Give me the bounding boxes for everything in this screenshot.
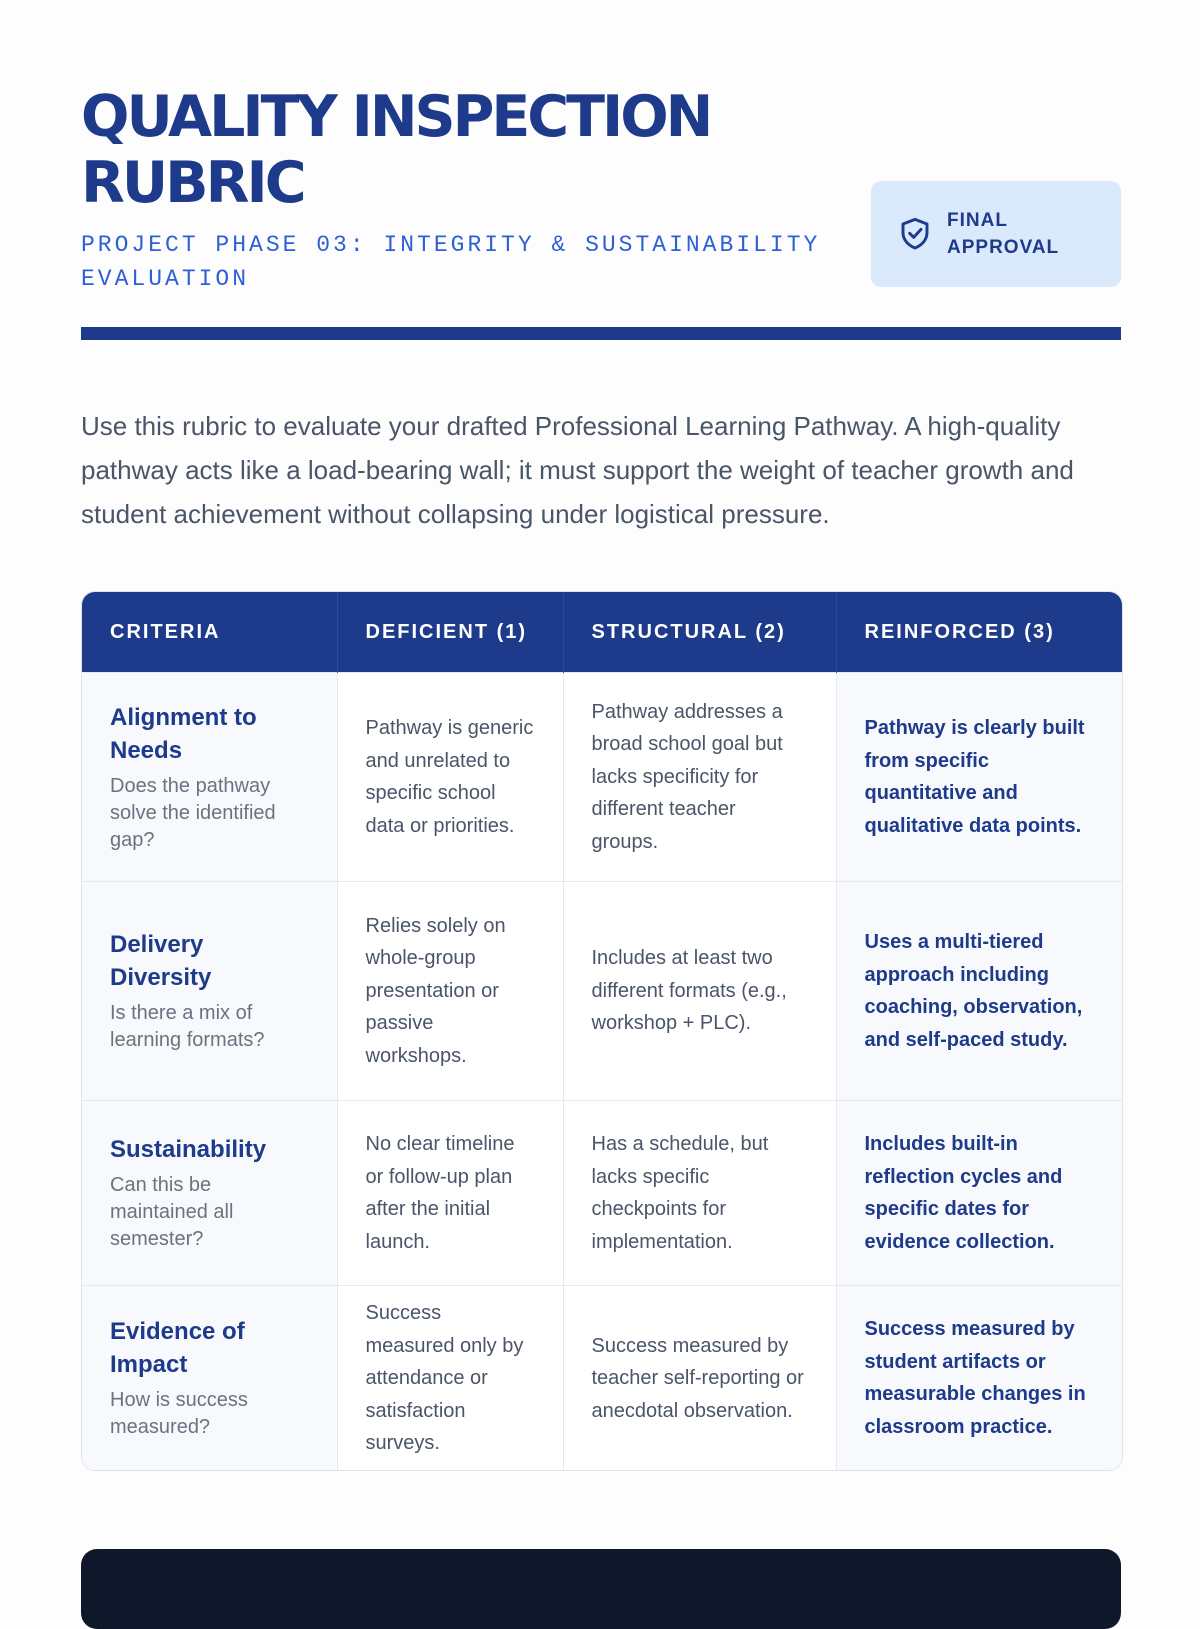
column-header-structural: STRUCTURAL (2) [563, 592, 836, 673]
reinforced-cell: Includes built-in reflection cycles and specific dates for evidence collection. [836, 1101, 1122, 1286]
column-header-criteria: CRITERIA [82, 592, 337, 673]
table-row [82, 1101, 1122, 1286]
criterion-cell [82, 1101, 337, 1286]
criterion-name: Sustainability [110, 1136, 267, 1163]
criterion-cell [82, 882, 337, 1101]
table-row [82, 673, 1122, 882]
deficient-cell: Pathway is generic and unrelated to specific school data or priorities. [337, 673, 563, 882]
criterion-name: Evidence of Impact [110, 1318, 245, 1379]
criterion-cell [82, 1286, 337, 1471]
reinforced-cell: Uses a multi-tiered approach including coaching, observation, and self-paced study. [836, 882, 1122, 1101]
structural-cell: Includes at least two different formats (e.g., workshop + PLC). [563, 882, 836, 1101]
table-row [82, 1286, 1122, 1471]
criterion-question: Is there a mix of learning formats? [110, 1002, 265, 1051]
structural-cell: Success measured by teacher self-reporting or anecdotal observation. [563, 1286, 836, 1471]
column-header-deficient: DEFICIENT (1) [337, 592, 563, 673]
reinforced-cell: Success measured by student artifacts or measurable changes in classroom practice. [836, 1286, 1122, 1471]
deficient-cell: Success measured only by attendance or satisfaction surveys. [337, 1286, 563, 1471]
deficient-cell: Relies solely on whole-group presentation or passive workshops. [337, 882, 563, 1101]
deficient-cell: No clear timeline or follow-up plan after the initial launch. [337, 1101, 563, 1286]
reinforced-cell: Pathway is clearly built from specific quantitative and qualitative data points. [836, 673, 1122, 882]
shield-check-icon [899, 216, 931, 252]
badge-label: FINAL APPROVAL [947, 210, 1060, 258]
header-divider [81, 327, 1121, 340]
criterion-question: Can this be maintained all semester? [110, 1174, 234, 1250]
criterion-name: Alignment to Needs [110, 703, 257, 764]
rubric-header-row [82, 592, 1122, 673]
page-header [81, 84, 1121, 296]
page-title: QUALITY INSPECTION RUBRIC [81, 84, 711, 216]
criterion-cell [82, 673, 337, 882]
final-approval-badge [871, 181, 1121, 287]
footer-panel [81, 1549, 1121, 1629]
structural-cell: Pathway addresses a broad school goal but lacks specificity for different teacher groups. [563, 673, 836, 882]
intro-paragraph: Use this rubric to evaluate your drafted Professional Learning Pathway. A high-quality pathway acts like a load-bearing wall; it must support the weight of teacher growth and student achievement without collapsing under logistical pressure. [81, 411, 1074, 529]
column-header-reinforced: REINFORCED (3) [836, 592, 1122, 673]
criterion-question: How is success measured? [110, 1389, 248, 1439]
page-subtitle: PROJECT PHASE 03: INTEGRITY & SUSTAINABILITY EVALUATION [81, 232, 821, 292]
structural-cell: Has a schedule, but lacks specific checkpoints for implementation. [563, 1101, 836, 1286]
rubric-table [81, 591, 1123, 1471]
criterion-name: Delivery Diversity [110, 931, 212, 991]
table-row [82, 882, 1122, 1101]
criterion-question: Does the pathway solve the identified gap? [110, 774, 276, 851]
